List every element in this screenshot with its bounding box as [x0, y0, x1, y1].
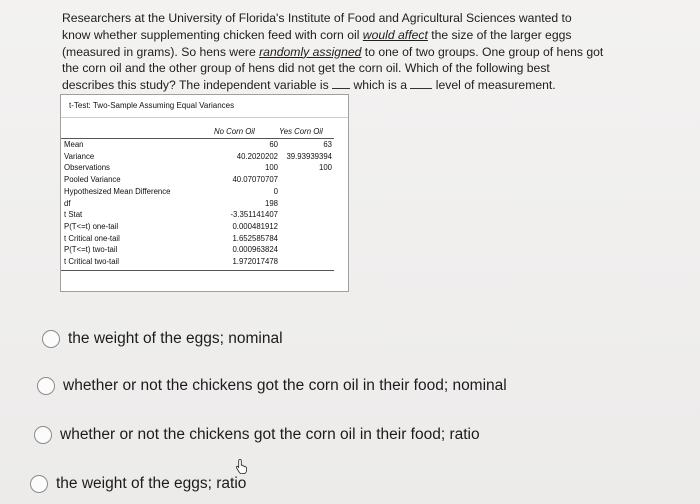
- table-row: [61, 175, 348, 187]
- table-row: [61, 187, 348, 199]
- cell-yes-corn-oil: 63: [323, 140, 332, 149]
- answer-option-label[interactable]: whether or not the chickens got the corn oil in their food; nominal: [63, 377, 507, 394]
- question-emphasis: would affect: [362, 27, 428, 42]
- cell-no-corn-oil: -3.351141407: [230, 210, 278, 220]
- row-label: t Critical one-tail: [64, 233, 120, 243]
- table-row: [61, 245, 348, 257]
- answer-option-3[interactable]: [34, 426, 480, 444]
- cell-no-corn-oil: 0.000963824: [232, 245, 278, 255]
- table-row: [61, 163, 348, 175]
- header-rule: [61, 138, 334, 139]
- radio-button[interactable]: [37, 377, 55, 395]
- answer-option-label[interactable]: whether or not the chickens got the corn oil in their food; ratio: [60, 426, 480, 443]
- cell-no-corn-oil: 1.972017478: [232, 257, 278, 266]
- question-line: the size of the larger eggs: [427, 27, 572, 42]
- cell-no-corn-oil: 100: [264, 163, 278, 173]
- question-line: the corn oil and the other group of hens did not get the corn oil. Which of the following best: [62, 61, 550, 76]
- cell-no-corn-oil: 40.2020202: [236, 151, 278, 161]
- question-emphasis: randomly assigned: [259, 44, 362, 59]
- table-row: [61, 222, 348, 234]
- question-text: [62, 10, 654, 94]
- table-row: [61, 152, 348, 164]
- row-label: P(T<=t) two-tail: [64, 245, 118, 255]
- blank-2: [410, 78, 432, 89]
- ttest-title: t-Test: Two-Sample Assuming Equal Variances: [69, 101, 235, 110]
- column-header: No Corn Oil: [214, 127, 255, 136]
- cell-no-corn-oil: 0.000481912: [232, 221, 278, 231]
- cell-yes-corn-oil: 100: [318, 163, 332, 173]
- cell-no-corn-oil: 198: [264, 198, 278, 208]
- table-row: [61, 140, 348, 152]
- radio-button[interactable]: [30, 475, 48, 493]
- row-label: Mean: [64, 140, 84, 149]
- question-line: describes this study? The independent variable is: [62, 78, 333, 93]
- row-label: Hypothesized Mean Difference: [64, 186, 171, 196]
- column-header: Yes Corn Oil: [279, 127, 323, 136]
- divider: [61, 117, 348, 118]
- cell-no-corn-oil: 60: [269, 140, 278, 149]
- cell-no-corn-oil: 1.652585784: [232, 233, 278, 243]
- cell-yes-corn-oil: 39.93939394: [286, 151, 332, 161]
- row-label: t Critical two-tail: [64, 257, 120, 266]
- cell-no-corn-oil: 0: [273, 186, 278, 196]
- radio-button[interactable]: [34, 426, 52, 444]
- table-row: [61, 234, 348, 246]
- answer-option-1[interactable]: [42, 330, 283, 348]
- question-line: Researchers at the University of Florida's Institute of Food and Agricultural Sciences wanted to: [62, 11, 572, 25]
- question-line: level of measurement.: [432, 78, 556, 93]
- cell-no-corn-oil: 40.07070707: [232, 175, 278, 185]
- answer-option-2[interactable]: [37, 377, 507, 395]
- row-label: Variance: [64, 151, 95, 161]
- answer-option-label[interactable]: the weight of the eggs; nominal: [68, 330, 283, 347]
- row-label: Pooled Variance: [64, 175, 121, 185]
- table-row: [61, 257, 348, 269]
- radio-button[interactable]: [42, 330, 60, 348]
- row-label: P(T<=t) one-tail: [64, 221, 119, 231]
- answer-option-4[interactable]: [30, 475, 246, 493]
- blank-1: [332, 78, 350, 89]
- answer-option-label[interactable]: the weight of the eggs; ratio: [56, 475, 247, 492]
- table-bottom-rule: [61, 270, 334, 271]
- row-label: t Stat: [64, 210, 83, 220]
- question-line: which is a: [350, 78, 411, 93]
- row-label: Observations: [64, 163, 110, 173]
- table-row: [61, 199, 348, 211]
- hand-pointer-icon: [234, 458, 250, 474]
- ttest-output-table: [60, 94, 349, 292]
- table-row: [61, 210, 348, 222]
- row-label: df: [64, 198, 71, 208]
- question-line: (measured in grams). So hens were: [62, 44, 260, 59]
- question-line: know whether supplementing chicken feed with corn oil: [62, 27, 363, 42]
- question-line: to one of two groups. One group of hens got: [361, 44, 604, 59]
